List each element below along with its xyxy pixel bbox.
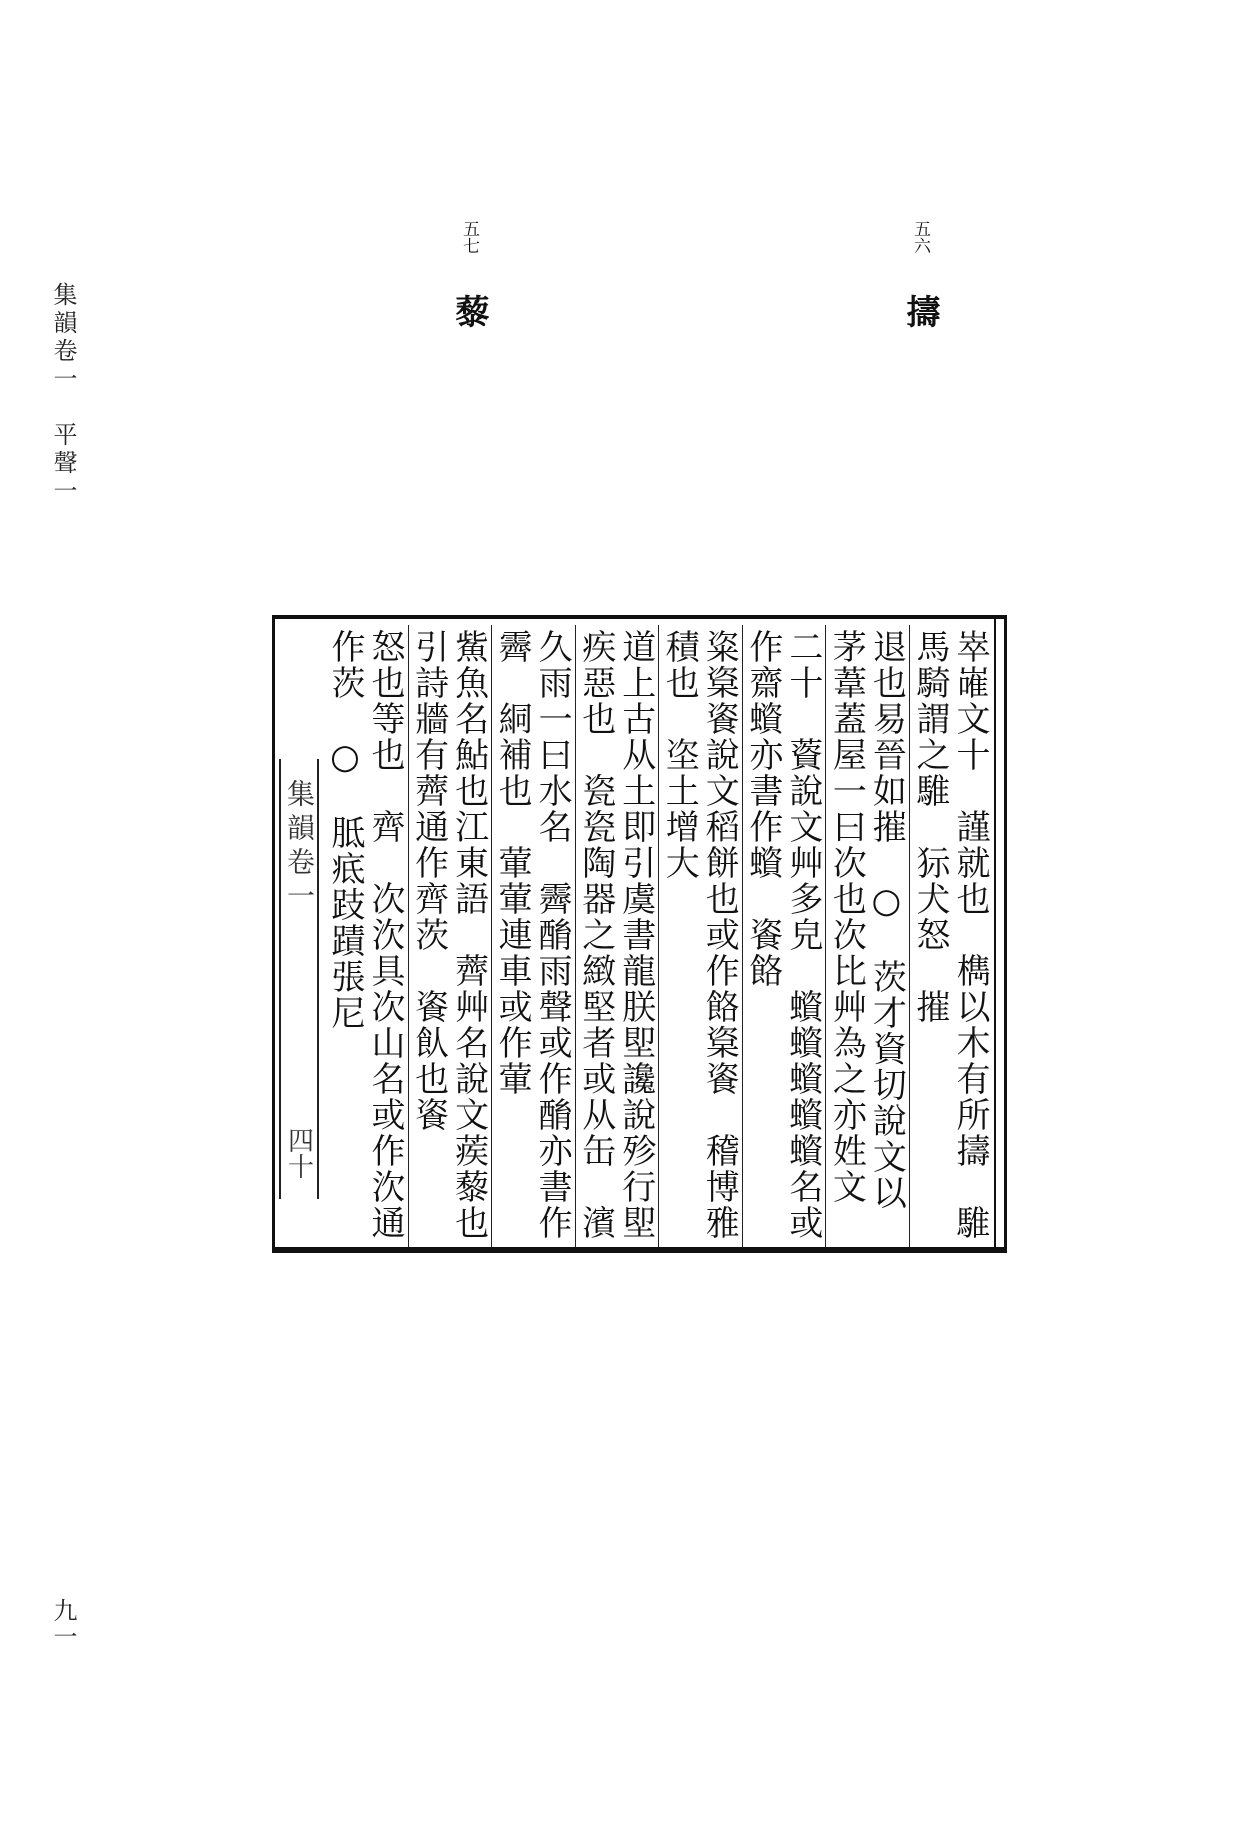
page-number: 九一 bbox=[49, 1598, 77, 1650]
note-char: 擣 bbox=[900, 294, 940, 328]
gutter-title: 集韻卷一 bbox=[283, 779, 316, 915]
text-column-4: 粢楶餈說文稻餅也或作餎楶餈 稽博雅積也 垐土增大 bbox=[658, 625, 739, 1247]
text-column-2: 退也易晉如摧 ○ 茨才資切說文以茅葦蓋屋一曰次也次比艸為之亦姓文 bbox=[825, 625, 906, 1247]
text-columns bbox=[325, 625, 990, 1239]
text-column-3: 二十 薋說文艸多皃 蠀蠀蠀蠀蠀名或作齋蠀亦書作蠀 餈餎 bbox=[742, 625, 823, 1247]
editorial-note-57 bbox=[445, 220, 494, 328]
block-gutter bbox=[279, 759, 319, 1199]
gutter-folio: 四十 bbox=[283, 1127, 314, 1179]
note-mark: 五六 bbox=[910, 220, 930, 254]
text-column-6: 久雨一曰水名 霽酳雨聲或作酳亦書作霽 絧補也 葷葷連車或作葷 bbox=[491, 625, 572, 1247]
text-column-8: 怒也等也 齊 次㳄具次山名或作㳄通作茨 ○ 胝疷跂蹟張尼 bbox=[325, 629, 405, 1241]
note-char: 藜 bbox=[449, 294, 489, 328]
editorial-note-56 bbox=[896, 220, 945, 328]
text-column-1: 崒嶉文十 謹就也 檇以木有所擣 騅馬騎謂之騅 狋犬怒 摧 bbox=[909, 625, 990, 1247]
text-column-7: 鮆魚名鮎也江東語 薺艸名說文蒺藜也引詩牆有薺通作齊茨 餈飤也餈 bbox=[408, 625, 489, 1247]
running-head: 集韻卷一 平聲一 bbox=[49, 282, 77, 506]
woodblock-page bbox=[272, 615, 1007, 1253]
note-mark: 五七 bbox=[459, 220, 479, 254]
text-column-5: 道上古从土即引虞書龍朕堲讒說殄行堲疾惡也 瓷瓷陶器之緻堅者或从缶 濱 bbox=[575, 625, 656, 1247]
